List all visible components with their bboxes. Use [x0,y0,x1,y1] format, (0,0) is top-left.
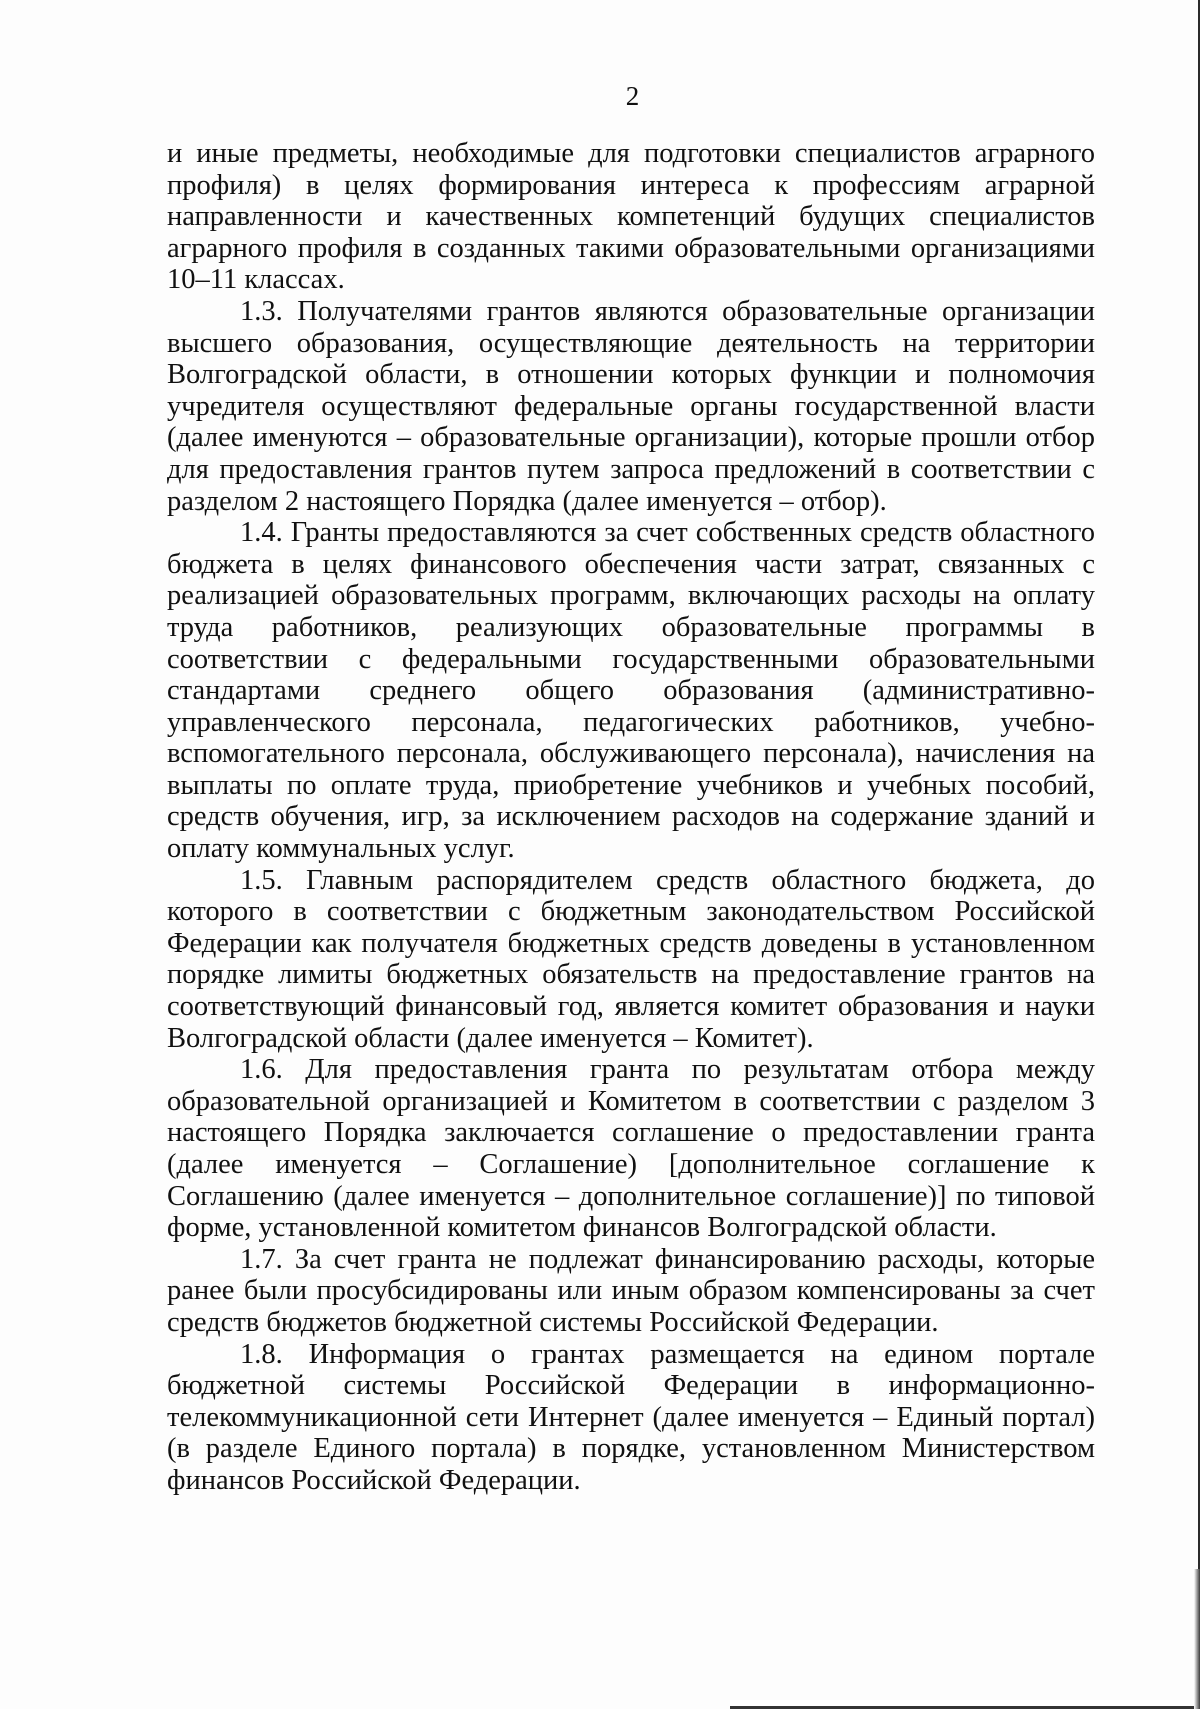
paragraph-1-5: 1.5. Главным распорядителем средств областного бюджета, до которого в соответствии с бюджетным законодательством Российской Федерации как получателя бюджетных средств доведены в установленном порядке лимиты бюджетных обязательств на предоставление грантов на соответствующий финансовый год, является комитет образования и науки Волгоградской области (далее именуется – Комитет). [167,864,1095,1054]
paragraph-1-3: 1.3. Получателями грантов являются образовательные организации высшего образования, осуществляющие деятельность на территории Волгоградской области, в отношении которых функции и полномочия учредителя осуществляют федеральные органы государственной власти (далее именуются – образовательные организации), которые прошли отбор для предоставления грантов путем запроса предложений в соответствии с разделом 2 настоящего Порядка (далее именуется – отбор). [167,295,1095,517]
paragraph-1-4: 1.4. Гранты предоставляются за счет собственных средств областного бюджета в целях финансового обеспечения части затрат, связанных с реализацией образовательных программ, включающих расходы на оплату труда работников, реализующих образовательные программы в соответствии с федеральными государственными образовательными стандартами среднего общего образования (административно-управленческого персонала, педагогических работников, учебно-вспомогательного персонала, обслуживающего персонала), начисления на выплаты по оплате труда, приобретение учебников и учебных пособий, средств обучения, игр, за исключением расходов на содержание зданий и оплату коммунальных услуг. [167,517,1095,865]
paragraph-1-8: 1.8. Информация о грантах размещается на едином портале бюджетной системы Российской Федерации в информационно-телекоммуникационной сети Интернет (далее именуется – Единый портал) (в разделе Единого портала) в порядке, установленном Министерством финансов Российской Федерации. [167,1338,1095,1496]
scan-edge-corner [1194,1569,1200,1709]
document-body [167,138,1095,1497]
paragraph-1-7: 1.7. За счет гранта не подлежат финансированию расходы, которые ранее были просубсидированы или иным образом компенсированы за счет средств бюджетов бюджетной системы Российской Федерации. [167,1243,1095,1338]
page-number: 2 [625,81,640,111]
paragraph-1-6: 1.6. Для предоставления гранта по результатам отбора между образовательной организацией и Комитетом в соответствии с разделом 3 настоящего Порядка заключается соглашение о предоставлении гранта (далее именуется – Соглашение) [дополнительное соглашение к Соглашению (далее именуется – дополнительное соглашение)] по типовой форме, установленной комитетом финансов Волгоградской области. [167,1054,1095,1244]
paragraph-continuation: и иные предметы, необходимые для подготовки специалистов аграрного профиля) в целях формирования интереса к профессиям аграрной направленности и качественных компетенций будущих специалистов аграрного профиля в созданных такими образовательными организациями 10–11 классах. [167,138,1095,296]
